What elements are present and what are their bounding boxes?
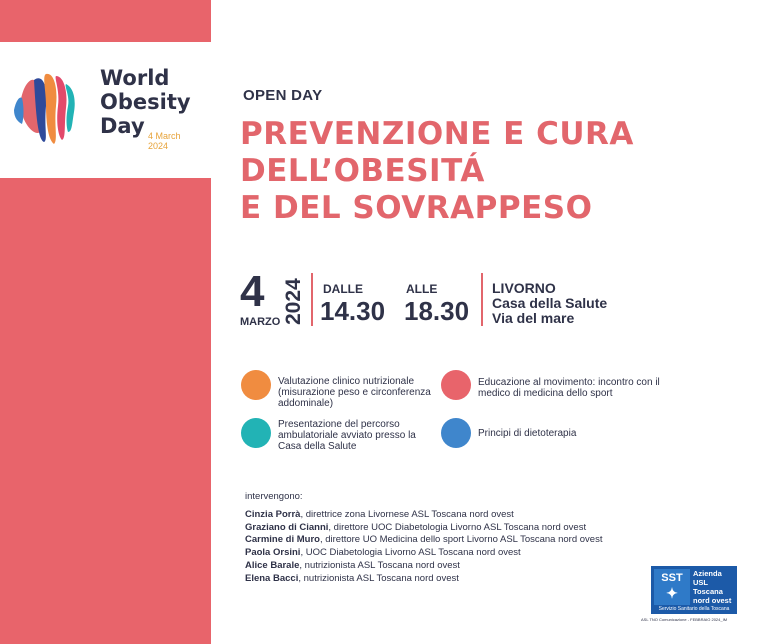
speaker-name: Paola Orsini (245, 547, 301, 559)
topic-text: Educazione al movimento: incontro con il medico di medicina dello sport (478, 377, 660, 399)
title-line: DELL’OBESITÁ (240, 153, 485, 189)
title-line: PREVENZIONE E CURA (240, 116, 634, 152)
to-label: ALLE (406, 282, 438, 296)
runner-icon: ✦ (666, 585, 678, 601)
logo-line-world: World (100, 66, 170, 90)
speaker-row (245, 522, 602, 535)
topic-item (241, 418, 441, 452)
speaker-name: Graziano di Cianni (245, 521, 329, 533)
speaker-role: , direttore UO Medicina dello sport Livorno ASL Toscana nord ovest (319, 534, 603, 546)
speaker-role: , UOC Diabetologia Livorno ASL Toscana nord ovest (300, 547, 521, 559)
event-title (240, 116, 634, 227)
from-label: DALLE (323, 282, 363, 296)
sst-mark (654, 569, 690, 605)
asl-line: nord ovest (693, 596, 732, 605)
to-time: 18.30 (404, 296, 470, 326)
logo-date-day: 4 March (148, 131, 181, 141)
divider (311, 273, 313, 326)
event-day: 4 (240, 267, 265, 316)
speaker-role: , direttore UOC Diabetologia Livorno ASL Toscana nord ovest (328, 521, 587, 533)
speakers-intro: intervengono: (245, 491, 303, 502)
topic-text: Principi di dietoterapia (478, 428, 577, 439)
sst-tagline: Servizio Sanitario della Toscana (658, 606, 730, 612)
world-obesity-day-logo (0, 42, 211, 178)
topic-dot-coral (441, 370, 471, 400)
location-venue: Casa della Salute (492, 295, 608, 311)
speaker-row (245, 547, 602, 560)
event-month: MARZO (240, 316, 281, 328)
speaker-role: , nutrizionista ASL Toscana nord ovest (299, 559, 460, 571)
speaker-row (245, 560, 602, 573)
asl-line: Toscana (693, 587, 723, 596)
location-city: LIVORNO (492, 280, 556, 296)
topic-item (441, 418, 671, 448)
sst-asl-logo (651, 566, 737, 614)
topic-item (441, 370, 671, 400)
logo-line-day: Day (100, 114, 145, 138)
sst-acronym: SST (661, 572, 683, 584)
speaker-role: , direttrice zona Livornese ASL Toscana nord ovest (300, 508, 514, 520)
speakers-section (245, 491, 602, 586)
topic-text: Presentazione del percorso ambulatoriale avviato presso la Casa della Salute (278, 419, 416, 452)
logo-line-obesity: Obesity (100, 90, 191, 114)
asl-name (693, 569, 735, 605)
speaker-role: , nutrizionista ASL Toscana nord ovest (298, 572, 459, 584)
asl-line: Azienda (693, 569, 722, 578)
speaker-name: Cinzia Porrà (245, 508, 301, 520)
event-year-text: 2024 (282, 278, 305, 325)
open-day-label: OPEN DAY (243, 87, 323, 104)
topic-item (241, 370, 441, 409)
topic-dot-blue (441, 418, 471, 448)
event-location (492, 281, 607, 326)
logo-date (148, 131, 181, 151)
topic-text: Valutazione clinico nutrizionale (misurazione peso e circonferenza addominale) (278, 376, 431, 409)
footer-credit: ASL TNO Comunicazione - FEBBRAIO 2024_IM (641, 617, 728, 622)
speaker-row (245, 534, 602, 547)
logo-date-year: 2024 (148, 141, 169, 151)
asl-line: USL (693, 578, 708, 587)
location-address: Via del mare (492, 310, 575, 326)
speaker-row (245, 509, 602, 522)
logo-wordmark (100, 66, 191, 138)
topic-dot-orange (241, 370, 271, 400)
speaker-name: Elena Bacci (245, 572, 299, 584)
event-year (281, 270, 305, 326)
from-time: 14.30 (320, 296, 386, 326)
speaker-row (245, 573, 602, 586)
topic-dot-teal (241, 418, 271, 448)
speaker-name: Alice Barale (245, 559, 300, 571)
title-line: E DEL SOVRAPPESO (240, 190, 593, 226)
divider (481, 273, 483, 326)
obesity-ribbon-icon (12, 66, 84, 148)
speaker-name: Carmine di Muro (245, 534, 320, 546)
